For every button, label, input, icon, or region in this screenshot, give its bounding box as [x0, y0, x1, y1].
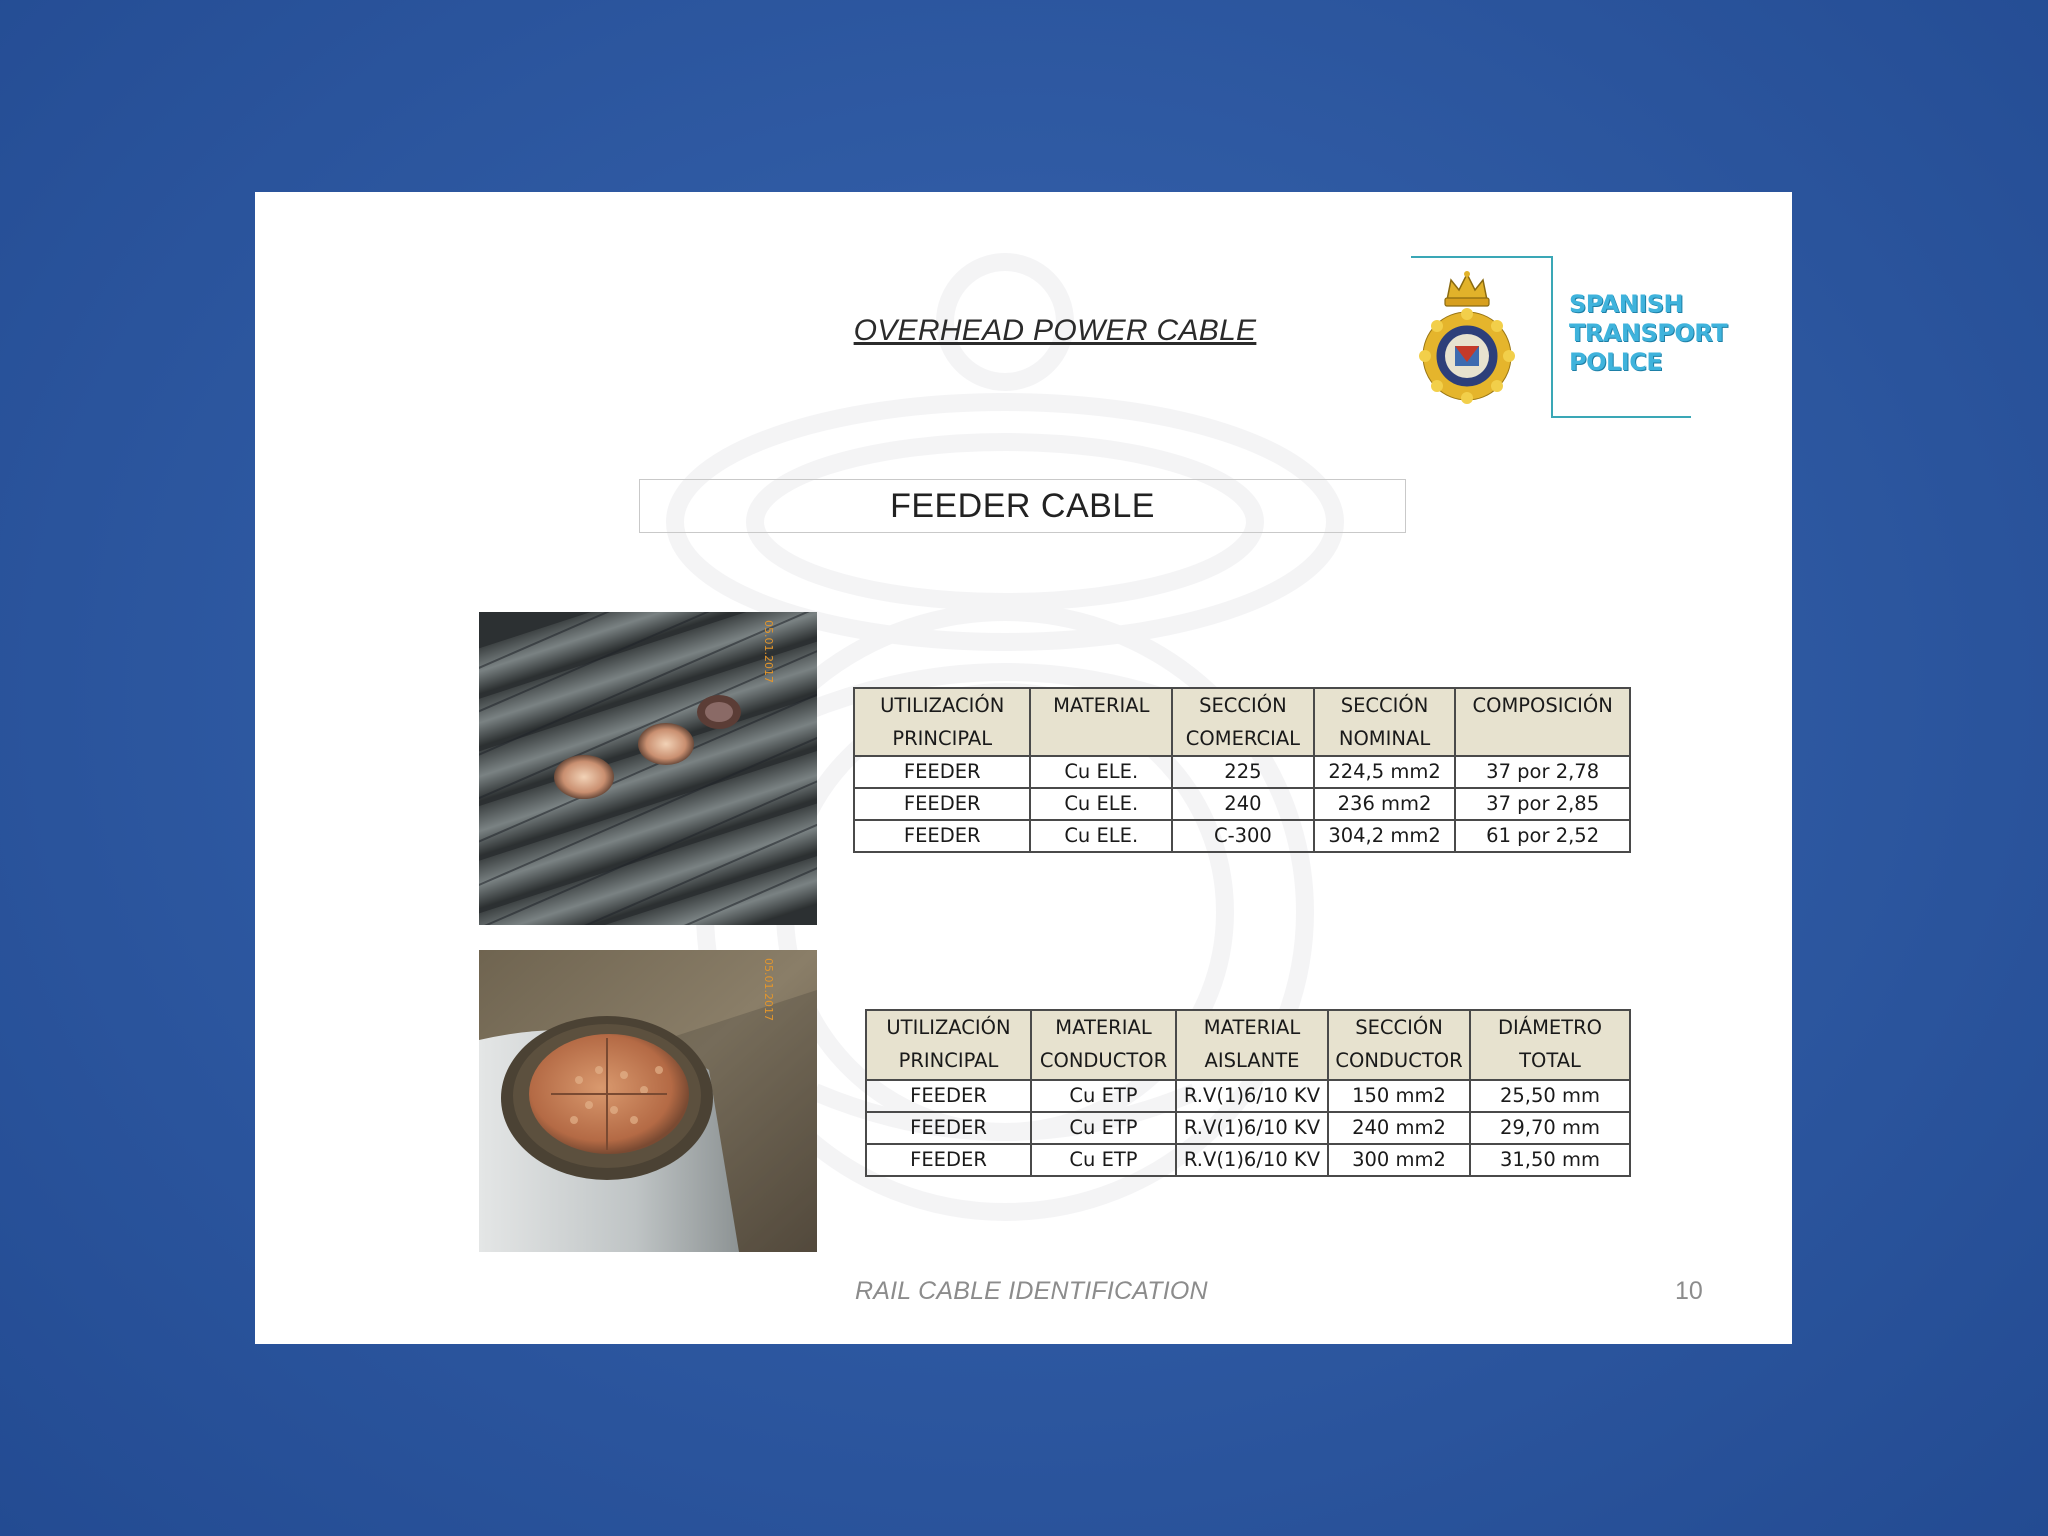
section-heading: FEEDER CABLE — [639, 479, 1406, 533]
bare-feeder-cable-photo — [479, 612, 817, 925]
column-header: MATERIAL — [1030, 688, 1172, 756]
logo-line-2: TRANSPORT — [1569, 319, 1728, 347]
table-row — [866, 1144, 1630, 1176]
slide-title: OVERHEAD POWER CABLE — [853, 314, 1257, 347]
table-cell: FEEDER — [866, 1080, 1031, 1112]
column-header: SECCIÓN COMERCIAL — [1172, 688, 1314, 756]
table-cell: 29,70 mm — [1470, 1112, 1630, 1144]
bare-cable-spec-table — [853, 687, 1631, 853]
table-cell: 240 mm2 — [1328, 1112, 1470, 1144]
table-header-row — [854, 688, 1630, 756]
page-number: 10 — [1675, 1277, 1703, 1305]
table-row — [854, 820, 1630, 852]
insulated-feeder-cable-photo — [479, 950, 817, 1252]
table-cell: 240 — [1172, 788, 1314, 820]
logo-line-3: POLICE — [1569, 348, 1663, 376]
table-row — [866, 1080, 1630, 1112]
table-cell: C-300 — [1172, 820, 1314, 852]
logo-line-1: SPANISH — [1569, 290, 1684, 318]
table-cell: 37 por 2,78 — [1455, 756, 1630, 788]
logo-frame-line — [1411, 256, 1551, 258]
column-header: MATERIAL AISLANTE — [1176, 1010, 1328, 1080]
table-cell: Cu ELE. — [1030, 788, 1172, 820]
table-cell: R.V(1)6/10 KV — [1176, 1144, 1328, 1176]
table-cell: FEEDER — [854, 820, 1030, 852]
spanish-transport-police-logo — [1411, 256, 1728, 418]
table-cell: 150 mm2 — [1328, 1080, 1470, 1112]
table-cell: Cu ETP — [1031, 1144, 1176, 1176]
table-cell: 236 mm2 — [1314, 788, 1456, 820]
logo-frame-line — [1551, 256, 1553, 418]
table-row — [854, 788, 1630, 820]
logo-text — [1569, 290, 1728, 377]
table-cell: FEEDER — [854, 788, 1030, 820]
logo-frame-line — [1551, 416, 1691, 418]
slide — [255, 192, 1792, 1344]
table-cell: 224,5 mm2 — [1314, 756, 1456, 788]
column-header: DIÁMETRO TOTAL — [1470, 1010, 1630, 1080]
police-emblem-icon — [1415, 266, 1519, 406]
photo-date-stamp: 05.01.2017 — [762, 620, 775, 683]
table-cell: R.V(1)6/10 KV — [1176, 1112, 1328, 1144]
table-cell: 225 — [1172, 756, 1314, 788]
table-cell: Cu ELE. — [1030, 820, 1172, 852]
table-cell: 31,50 mm — [1470, 1144, 1630, 1176]
column-header: MATERIAL CONDUCTOR — [1031, 1010, 1176, 1080]
table-row — [866, 1112, 1630, 1144]
column-header: UTILIZACIÓN PRINCIPAL — [854, 688, 1030, 756]
column-header: UTILIZACIÓN PRINCIPAL — [866, 1010, 1031, 1080]
table-cell: 25,50 mm — [1470, 1080, 1630, 1112]
table-cell: 37 por 2,85 — [1455, 788, 1630, 820]
table-cell: 300 mm2 — [1328, 1144, 1470, 1176]
column-header: COMPOSICIÓN — [1455, 688, 1630, 756]
table-row — [854, 756, 1630, 788]
footer-title: RAIL CABLE IDENTIFICATION — [855, 1277, 1208, 1305]
table-cell: FEEDER — [866, 1112, 1031, 1144]
table-cell: 61 por 2,52 — [1455, 820, 1630, 852]
table-cell: Cu ETP — [1031, 1080, 1176, 1112]
column-header: SECCIÓN NOMINAL — [1314, 688, 1456, 756]
table-cell: FEEDER — [854, 756, 1030, 788]
table-cell: Cu ETP — [1031, 1112, 1176, 1144]
column-header: SECCIÓN CONDUCTOR — [1328, 1010, 1470, 1080]
table-cell: 304,2 mm2 — [1314, 820, 1456, 852]
table-cell: FEEDER — [866, 1144, 1031, 1176]
insulated-cable-spec-table — [865, 1009, 1631, 1177]
table-header-row — [866, 1010, 1630, 1080]
table-cell: R.V(1)6/10 KV — [1176, 1080, 1328, 1112]
table-cell: Cu ELE. — [1030, 756, 1172, 788]
photo-date-stamp: 05.01.2017 — [762, 958, 775, 1021]
